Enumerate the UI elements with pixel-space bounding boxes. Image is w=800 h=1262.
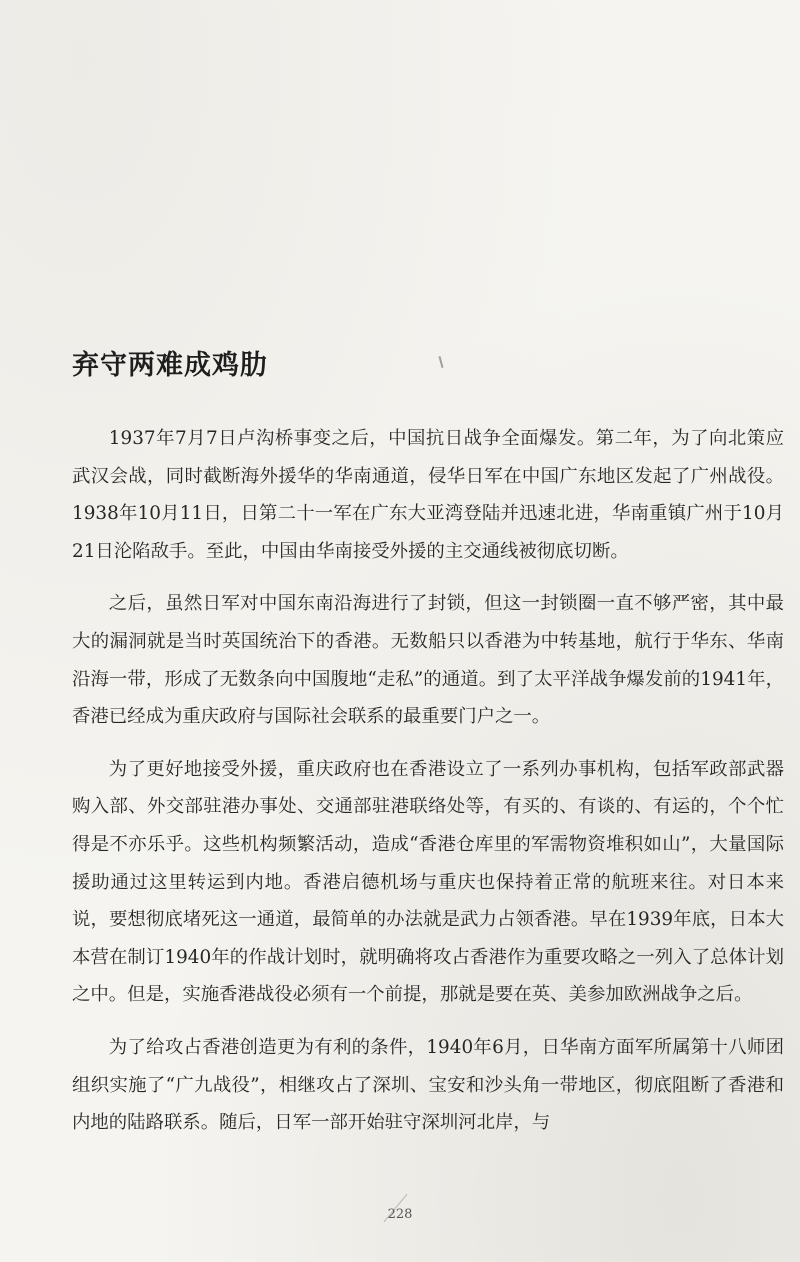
paragraph: 1937年7月7日卢沟桥事变之后，中国抗日战争全面爆发。第二年，为了向北策应武汉会战，同时截断海外援华的华南通道，侵华日军在中国广东地区发起了广州战役。1938年10月11日，日第二十一军在广东大亚湾登陆并迅速北进，华南重镇广州于10月21日沦陷敌手。至此，中国由华南接受外援的主交通线被彻底切断。	[72, 428, 784, 562]
scan-artifact	[438, 356, 443, 368]
paragraph: 为了给攻占香港创造更为有利的条件，1940年6月，日华南方面军所属第十八师团组织实施了“广九战役”，相继攻占了深圳、宝安和沙头角一带地区，彻底阻断了香港和内地的陆路联系。随后，日军一部开始驻守深圳河北岸，与	[72, 1036, 784, 1134]
paragraph: 之后，虽然日军对中国东南沿海进行了封锁，但这一封锁圈一直不够严密，其中最大的漏洞就是当时英国统治下的香港。无数船只以香港为中转基地，航行于华东、华南沿海一带，形成了无数条向中国腹地“走私”的通道。到了太平洋战争爆发前的1941年，香港已经成为重庆政府与国际社会联系的最重要门户之一。	[72, 593, 784, 728]
paragraph: 为了更好地接受外援，重庆政府也在香港设立了一系列办事机构，包括军政部武器购入部、外交部驻港办事处、交通部驻港联络处等，有买的、有谈的、有运的，个个忙得是不亦乐乎。这些机构频繁活动，造成“香港仓库里的军需物资堆积如山”，大量国际援助通过这里转运到内地。香港启德机场与重庆也保持着正常的航班来往。对日本来说，要想彻底堵死这一通道，最简单的办法就是武力占领香港。早在1939年底，日本大本营在制订1940年的作战计划时，就明确将攻占香港作为重要攻略之一列入了总体计划之中。但是，实施香港战役必须有一个前提，那就是要在英、美参加欧洲战争之后。	[72, 758, 784, 1006]
section-title: 弃守两难成鸡肋	[72, 350, 268, 381]
body-text	[72, 420, 784, 1157]
page-number: 228	[387, 1207, 413, 1222]
